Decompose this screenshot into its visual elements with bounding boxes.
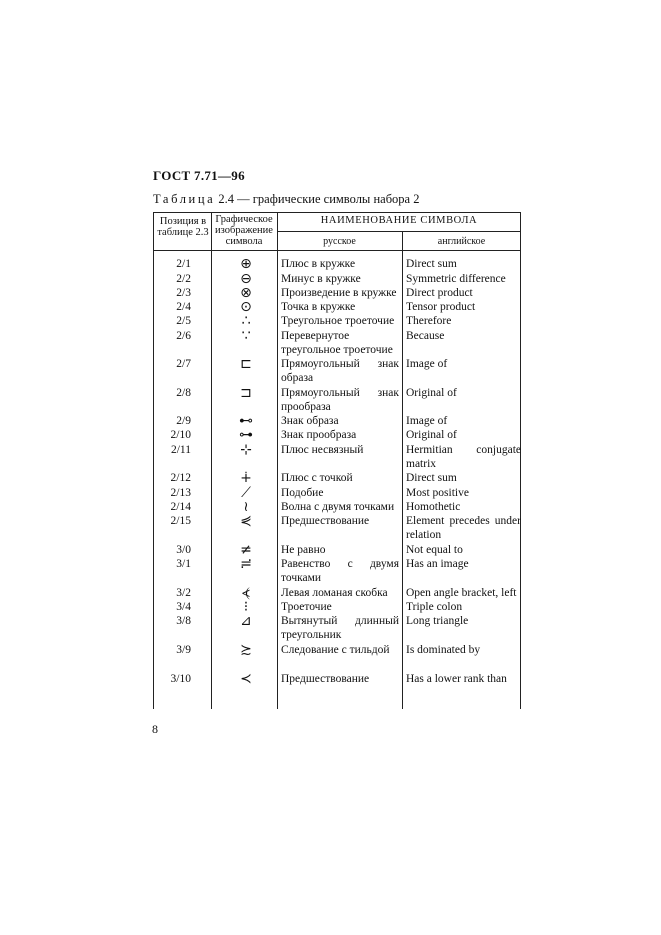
header-divider (153, 250, 521, 251)
cell-symbol: ⊖ (240, 271, 252, 287)
cell-symbol: ⊙ (240, 299, 252, 315)
cell-name-russian: Перевернутое треугольное троеточие (281, 330, 393, 357)
cell-position: 2/9 (176, 415, 191, 427)
cell-name-english: Hermitian conjugate matrix (406, 444, 521, 471)
cell-name-russian: Плюс с точкой (281, 472, 353, 484)
cell-name-russian: Треугольное троеточие (281, 315, 395, 327)
cell-symbol: ⟋ (241, 485, 251, 501)
caption-word: Таблица (153, 192, 216, 206)
column-divider-2 (277, 212, 278, 709)
cell-symbol: ⁝ (243, 599, 249, 615)
cell-symbol: ⊐ (240, 385, 252, 401)
cell-name-english: Original of (406, 429, 457, 441)
cell-name-english: Long triangle (406, 615, 469, 627)
document-header: ГОСТ 7.71—96 (153, 168, 245, 183)
cell-name-russian: Троеточие (281, 601, 332, 613)
cell-symbol: ⊷ (239, 413, 253, 429)
cell-position: 3/1 (176, 558, 191, 570)
symbols-table (153, 212, 521, 709)
cell-symbol: ≠ (240, 542, 252, 558)
cell-name-russian: Плюс в кружке (281, 258, 356, 270)
cell-name-russian: Следование с тильдой (281, 644, 390, 656)
cell-name-russian: Предшествование (281, 515, 370, 527)
header-english: английское (437, 236, 486, 247)
cell-name-russian: Прямоугольный знак образа (281, 358, 399, 385)
cell-position: 2/12 (170, 472, 191, 484)
cell-name-english: Image of (406, 415, 448, 427)
header-divider-inner (277, 231, 521, 232)
header-position: Позиция в таблице 2.3 (157, 216, 209, 238)
cell-name-russian: Не равно (281, 544, 326, 556)
header-russian: русское (323, 236, 356, 247)
header-symbol-name: НАИМЕНОВАНИЕ СИМВОЛА (320, 215, 478, 226)
cell-name-russian: Произведение в кружке (281, 287, 397, 299)
cell-symbol: ∴ (241, 313, 251, 329)
cell-position: 3/0 (176, 544, 191, 556)
cell-name-russian: Точка в кружке (281, 301, 356, 313)
cell-position: 3/10 (170, 673, 191, 685)
cell-name-english: Therefore (406, 315, 452, 327)
cell-name-english: Homothetic (406, 501, 461, 513)
cell-name-english: Open angle bracket, left (406, 587, 517, 599)
cell-name-russian: Вытянутый длинный треугольник (281, 615, 399, 642)
cell-name-english: Most positive (406, 487, 469, 499)
cell-name-english: Has a lower rank than (406, 673, 507, 685)
table-border-top (153, 212, 521, 213)
cell-name-russian: Прямоугольный знак прообраза (281, 387, 399, 414)
column-divider-3 (402, 231, 403, 709)
cell-name-russian: Предшествование (281, 673, 370, 685)
cell-name-english: Image of (406, 358, 448, 370)
cell-symbol: ≿ (240, 642, 252, 658)
caption-text: 2.4 — графические символы набора 2 (215, 192, 420, 206)
cell-position: 2/3 (176, 287, 191, 299)
cell-symbol: ∔ (240, 470, 252, 486)
header-graphic: Графическое изображение символа (215, 214, 273, 247)
cell-name-russian: Подобие (281, 487, 324, 499)
cell-name-english: Direct sum (406, 472, 457, 484)
cell-position: 2/7 (176, 358, 191, 370)
cell-name-english: Symmetric difference (406, 273, 506, 285)
cell-name-russian: Знак прообраза (281, 429, 357, 441)
cell-position: 2/15 (170, 515, 191, 527)
cell-position: 3/2 (176, 587, 191, 599)
cell-position: 2/10 (170, 429, 191, 441)
cell-symbol: ≓ (240, 556, 252, 572)
cell-position: 3/4 (176, 601, 191, 613)
table-caption (153, 192, 419, 207)
cell-symbol: ⊹ (240, 442, 252, 458)
cell-symbol: ⦓ (242, 585, 250, 601)
cell-position: 2/1 (176, 258, 191, 270)
cell-name-english: Not equal to (406, 544, 463, 556)
cell-name-english: Original of (406, 387, 457, 399)
cell-symbol: ⊏ (240, 356, 252, 372)
cell-symbol: ∵ (241, 328, 251, 344)
cell-symbol: ⊗ (240, 285, 252, 301)
cell-name-english: Triple colon (406, 601, 463, 613)
page-number: 8 (152, 722, 158, 736)
cell-name-english: Is dominated by (406, 644, 481, 656)
cell-symbol: ⊕ (240, 256, 252, 272)
cell-name-english: Has an image (406, 558, 469, 570)
cell-symbol: ⋞ (240, 513, 252, 529)
column-divider-1 (211, 212, 212, 709)
cell-position: 2/5 (176, 315, 191, 327)
cell-position: 2/8 (176, 387, 191, 399)
cell-symbol: ≀ (243, 499, 249, 515)
cell-name-russian: Левая ломаная скобка (281, 587, 388, 599)
cell-symbol: ≺ (240, 671, 252, 687)
cell-position: 2/4 (176, 301, 191, 313)
cell-name-english: Because (406, 330, 445, 342)
cell-name-russian: Плюс несвязный (281, 444, 364, 456)
cell-position: 2/11 (170, 444, 191, 456)
cell-name-english: Direct product (406, 287, 473, 299)
cell-position: 2/13 (170, 487, 191, 499)
cell-position: 3/9 (176, 644, 191, 656)
cell-name-english: Tensor product (406, 301, 476, 313)
cell-name-russian: Минус в кружке (281, 273, 361, 285)
cell-name-english: Element precedes under relation (406, 515, 521, 542)
cell-position: 2/2 (176, 273, 191, 285)
cell-position: 2/6 (176, 330, 191, 342)
cell-name-russian: Равенство с двумя точками (281, 558, 399, 585)
cell-position: 2/14 (170, 501, 191, 513)
cell-position: 3/8 (176, 615, 191, 627)
cell-name-english: Direct sum (406, 258, 457, 270)
cell-name-russian: Волна с двумя точками (281, 501, 395, 513)
cell-symbol: ⊶ (239, 427, 253, 443)
cell-name-russian: Знак образа (281, 415, 339, 427)
cell-symbol: ⊿ (240, 613, 252, 629)
